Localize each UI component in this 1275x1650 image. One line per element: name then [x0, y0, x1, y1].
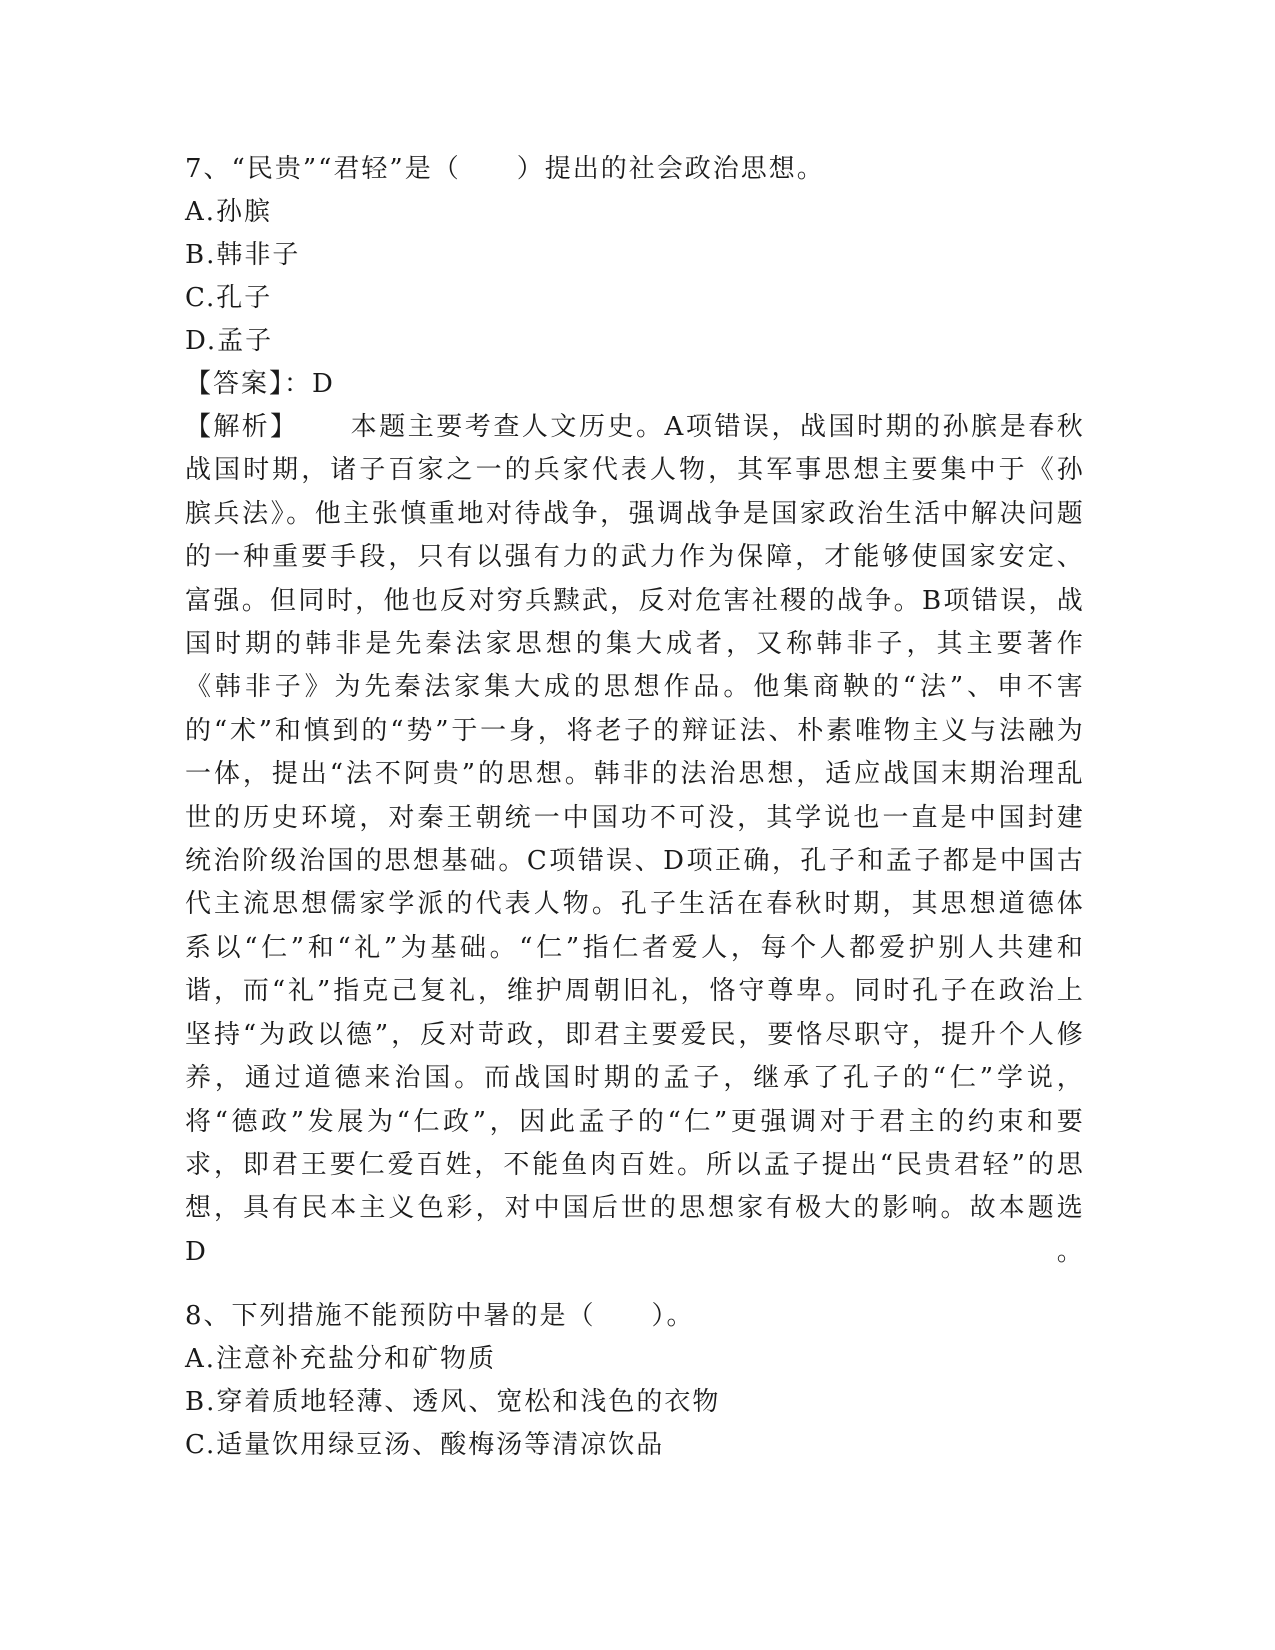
- analysis-label: 【解析】: [185, 412, 299, 442]
- question-8: [185, 1295, 1085, 1467]
- question-8-option-c: C.适量饮用绿豆汤、酸梅汤等清凉饮品: [185, 1430, 665, 1460]
- question-7-answer: [185, 363, 1085, 406]
- question-7: [185, 148, 1085, 1274]
- question-7-option-d: D.孟子: [185, 326, 274, 356]
- question-7-option-c: C.孔子: [185, 283, 273, 313]
- question-7-analysis: [185, 406, 1085, 1274]
- answer-value: ：D: [284, 369, 335, 399]
- question-8-option-a: A.注意补充盐分和矿物质: [185, 1344, 497, 1374]
- question-8-stem: 8、下列措施不能预防中暑的是（ ）。: [185, 1301, 695, 1331]
- question-7-option-b: B.韩非子: [185, 240, 301, 270]
- question-7-option-a: A.孙膑: [185, 197, 273, 227]
- answer-label: 【答案】: [185, 369, 285, 399]
- analysis-text: 本题主要考查人文历史。A项错误，战国时期的孙膑是春秋战国时期，诸子百家之一的兵家代表人物，其军事思想主要集中于《孙膑兵法》。他主张慎重地对待战争，强调战争是国家政治生活中解决问题的一种重要手段，只有以强有力的武力作为保障，才能够使国家安定、富强。但同时，他也反对穷兵黩武，反对危害社稷的战争。B项错误，战国时期的韩非是先秦法家思想的集大成者，又称韩非子，其主要著作《韩非子》为先秦法家集大成的思想作品。他集商鞅的“法”、申不害的“术”和慎到的“势”于一身，将老子的辩证法、朴素唯物主义与法融为一体，提出“法不阿贵”的思想。韩非的法治思想，适应战国末期治理乱世的历史环境，对秦王朝统一中国功不可没，其学说也一直是中国封建统治阶级治国的思想基础。C项错误、D项正确，孔子和孟子都是中国古代主流思想儒家学派的代表人物。孔子生活在春秋时期，其思想道德体系以“仁”和“礼”为基础。“仁”指仁者爱人，每个人都爱护别人共建和谐，而“礼”指克己复礼，维护周朝旧礼，恪守尊卑。同时孔子在政治上坚持“为政以德”，反对苛政，即君主要爱民，要恪尽职守，提升个人修养，通过道德来治国。而战国时期的孟子，继承了孔子的“仁”学说，将“德政”发展为“仁政”，因此孟子的“仁”更强调对于君主的约束和要求，即君王要仁爱百姓，不能鱼肉百姓。所以孟子提出“民贵君轻”的思想，具有民本主义色彩，对中国后世的思想家有极大的影响。故本题选D。: [185, 412, 1085, 1267]
- question-8-option-b: B.穿着质地轻薄、透风、宽松和浅色的衣物: [185, 1387, 721, 1417]
- question-7-stem: 7、“民贵”“君轻”是（ ）提出的社会政治思想。: [185, 154, 825, 184]
